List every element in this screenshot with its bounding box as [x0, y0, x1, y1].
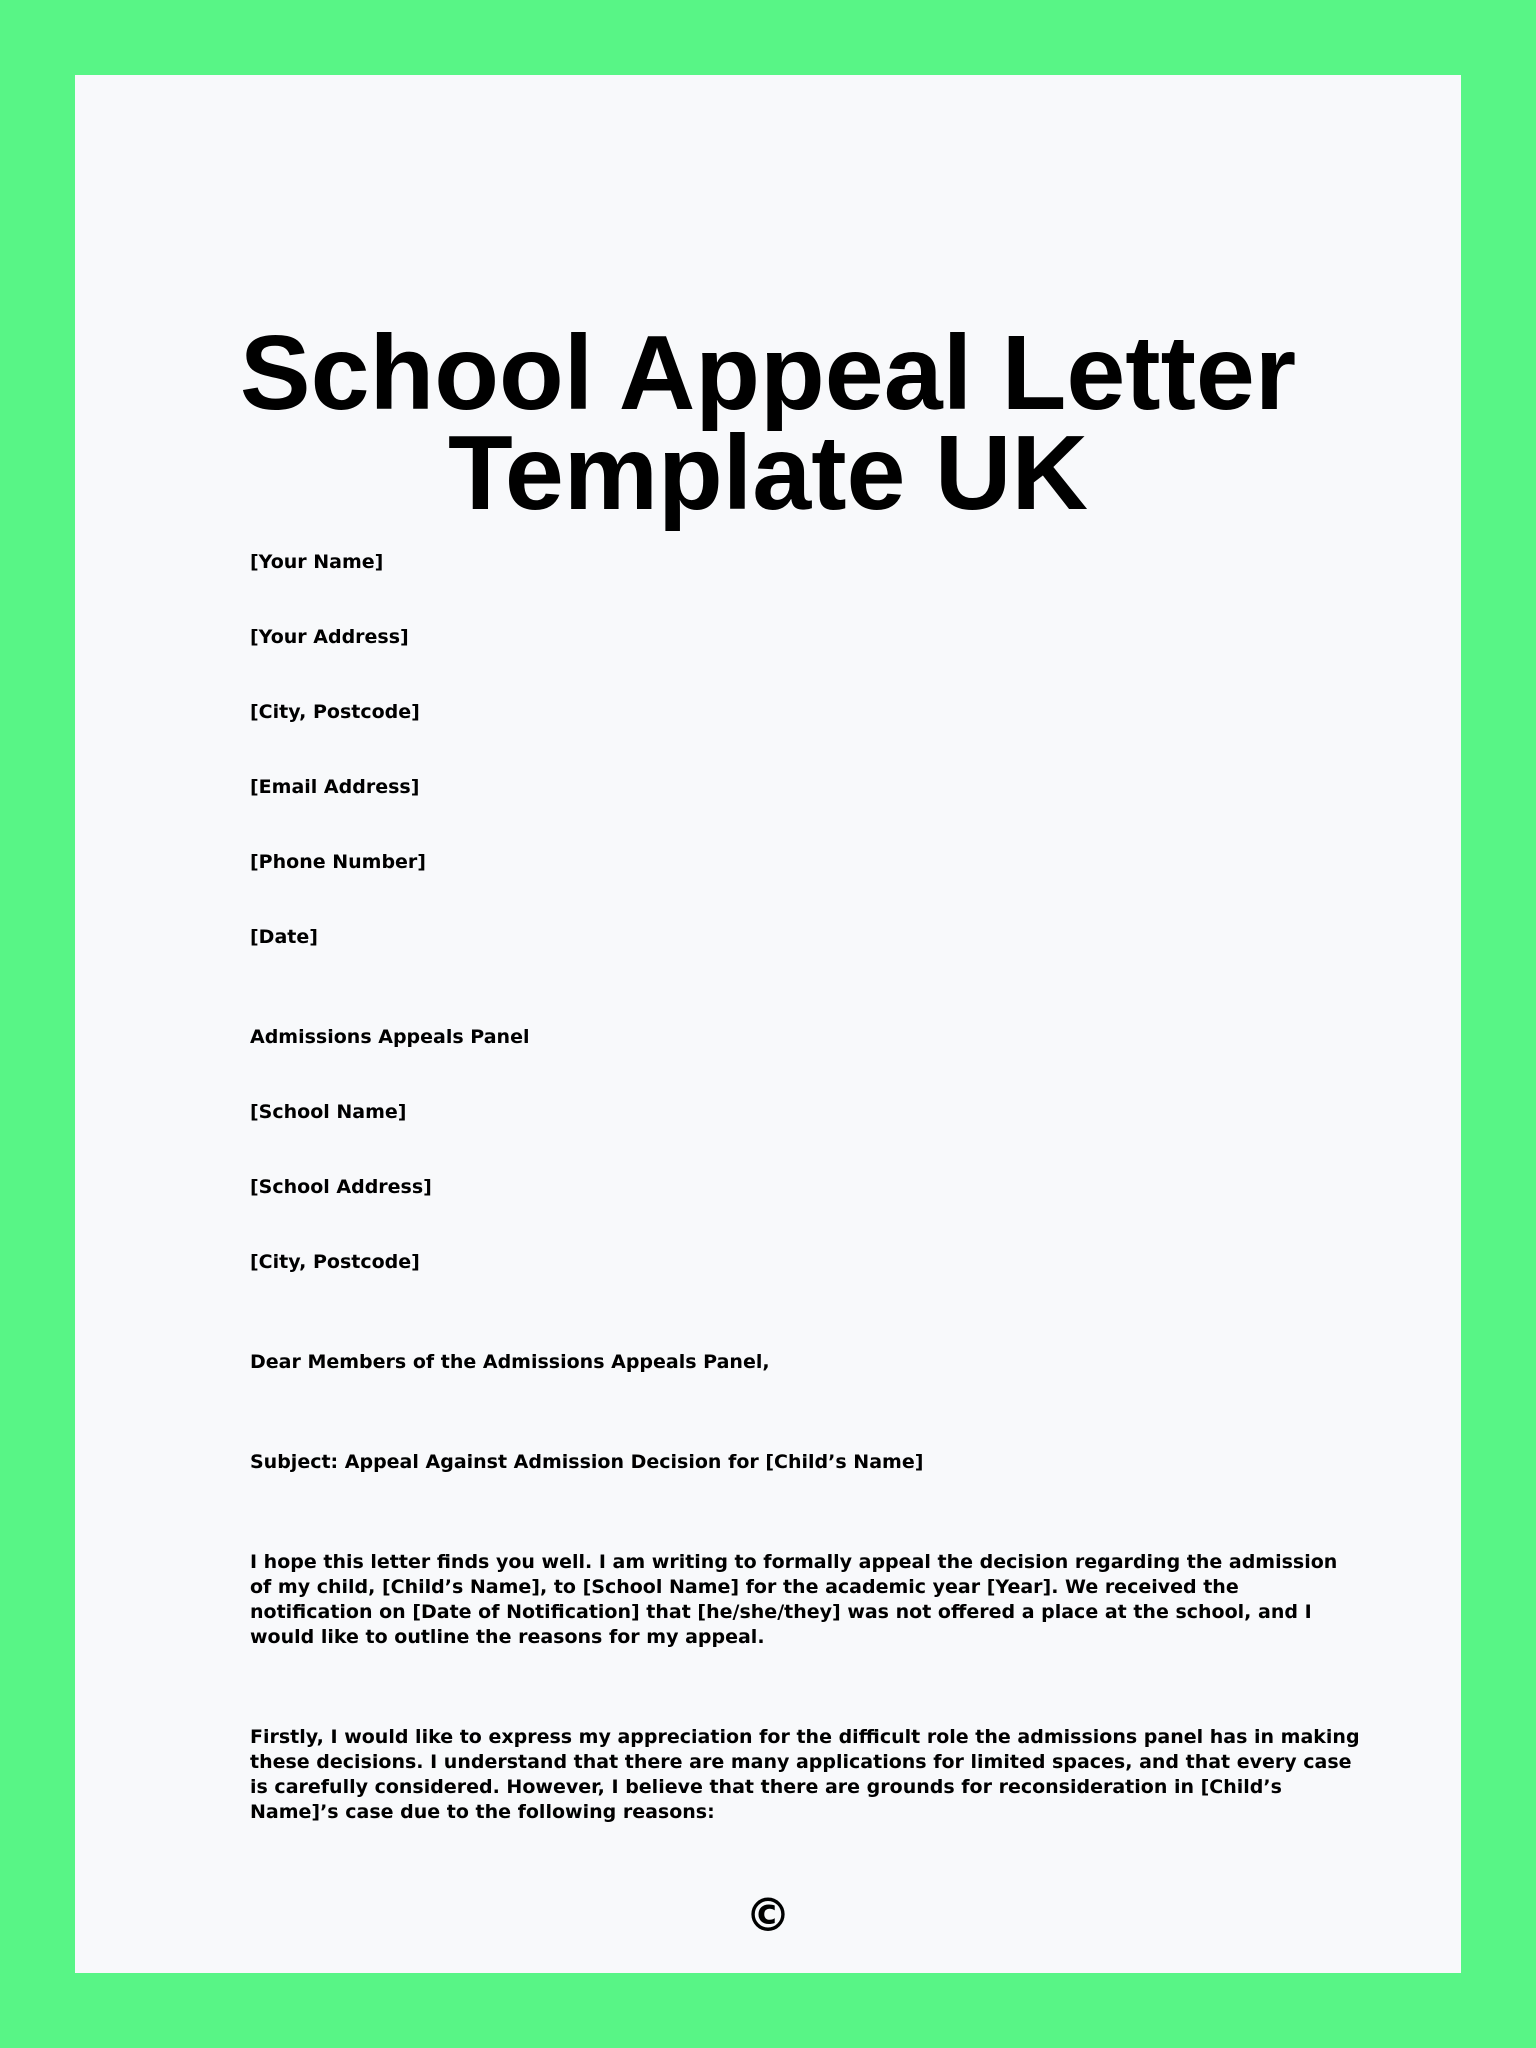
recipient-panel: Admissions Appeals Panel: [250, 1026, 530, 1048]
body-paragraph-2: Firstly, I would like to express my appreciation for the difficult role the admissions panel has in making these decisions. I understand that there are many applications for limited spaces, and that every case is carefully considered. However, I believe that there are grounds for reconsideration in [Child’s Name]’s case due to the following reasons:: [250, 1726, 1360, 1823]
sender-address: [Your Address]: [250, 626, 409, 648]
letter-date: [Date]: [250, 926, 318, 948]
sender-city-postcode: [City, Postcode]: [250, 701, 420, 723]
recipient-school-address: [School Address]: [250, 1176, 432, 1198]
copyright-icon: ©: [745, 1888, 791, 1942]
sender-phone: [Phone Number]: [250, 851, 426, 873]
document-title: [75, 314, 1461, 532]
sender-name: [Your Name]: [250, 551, 384, 573]
recipient-city-postcode: [City, Postcode]: [250, 1251, 420, 1273]
sender-email: [Email Address]: [250, 776, 420, 798]
document-page: [75, 75, 1461, 1973]
body-paragraph-1: I hope this letter finds you well. I am writing to formally appeal the decision regarding the admission of my child, [Child’s Name], to [School Name] for the academic year [Year]. We received the notification on [Date of Notification] that [he/she/they] was not offered a place at the school, and I would like to outline the reasons for my appeal.: [250, 1551, 1338, 1648]
recipient-school-name: [School Name]: [250, 1101, 407, 1123]
title-line-1: School Appeal Letter: [239, 314, 1297, 432]
subject-line: Subject: Appeal Against Admission Decision for [Child’s Name]: [250, 1451, 924, 1473]
salutation: Dear Members of the Admissions Appeals Panel,: [250, 1351, 770, 1373]
title-line-2: Template UK: [447, 414, 1089, 532]
